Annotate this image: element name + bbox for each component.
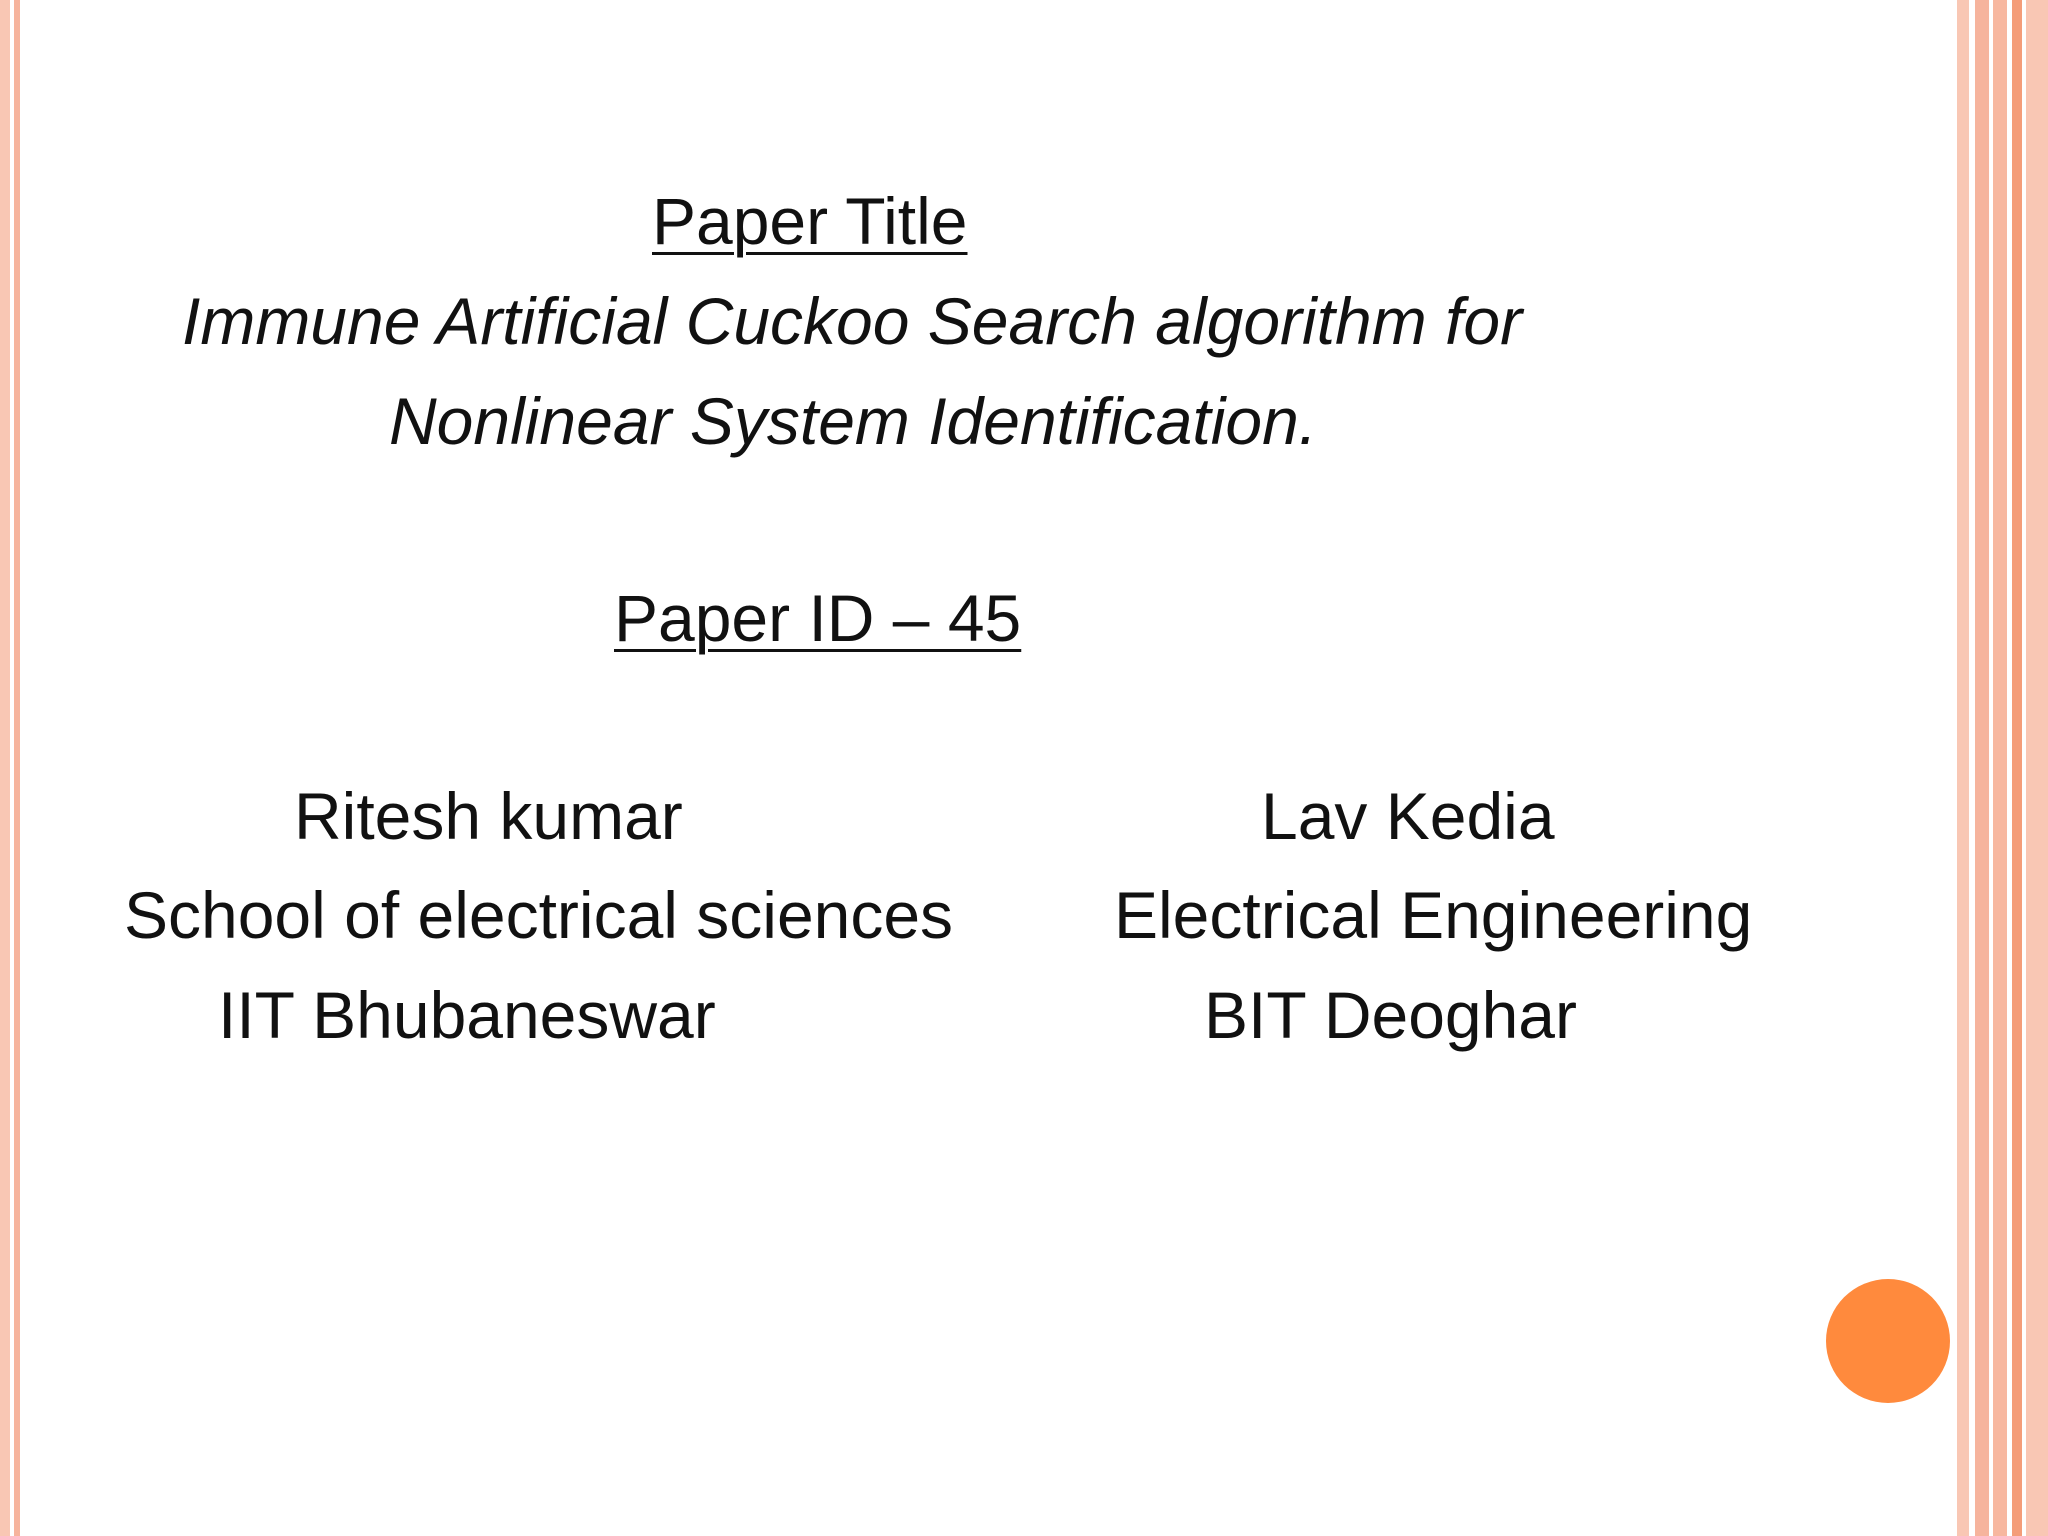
right-border-stripe-1	[1957, 0, 1969, 1536]
left-border-stripe-inner	[14, 0, 20, 1536]
author-1-institution: IIT Bhubaneswar	[218, 978, 716, 1052]
paper-title-heading: Paper Title	[652, 184, 968, 258]
paper-title-line-1: Immune Artificial Cuckoo Search algorithm for	[182, 284, 1523, 358]
right-border-stripe-3	[1993, 0, 2007, 1536]
paper-title-line-2: Nonlinear System Identification.	[389, 384, 1318, 458]
author-2-institution: BIT Deoghar	[1204, 978, 1577, 1052]
author-1-name: Ritesh kumar	[294, 779, 683, 853]
left-border-stripe	[0, 0, 10, 1536]
right-border-stripe-5	[2026, 0, 2048, 1536]
orange-circle-accent	[1826, 1279, 1950, 1403]
paper-id: Paper ID – 45	[614, 581, 1022, 655]
author-1-department: School of electrical sciences	[124, 878, 954, 952]
author-2-department: Electrical Engineering	[1114, 878, 1753, 952]
author-2-name: Lav Kedia	[1261, 779, 1555, 853]
right-border-stripe-2	[1975, 0, 1989, 1536]
right-border-stripe-4	[2012, 0, 2022, 1536]
